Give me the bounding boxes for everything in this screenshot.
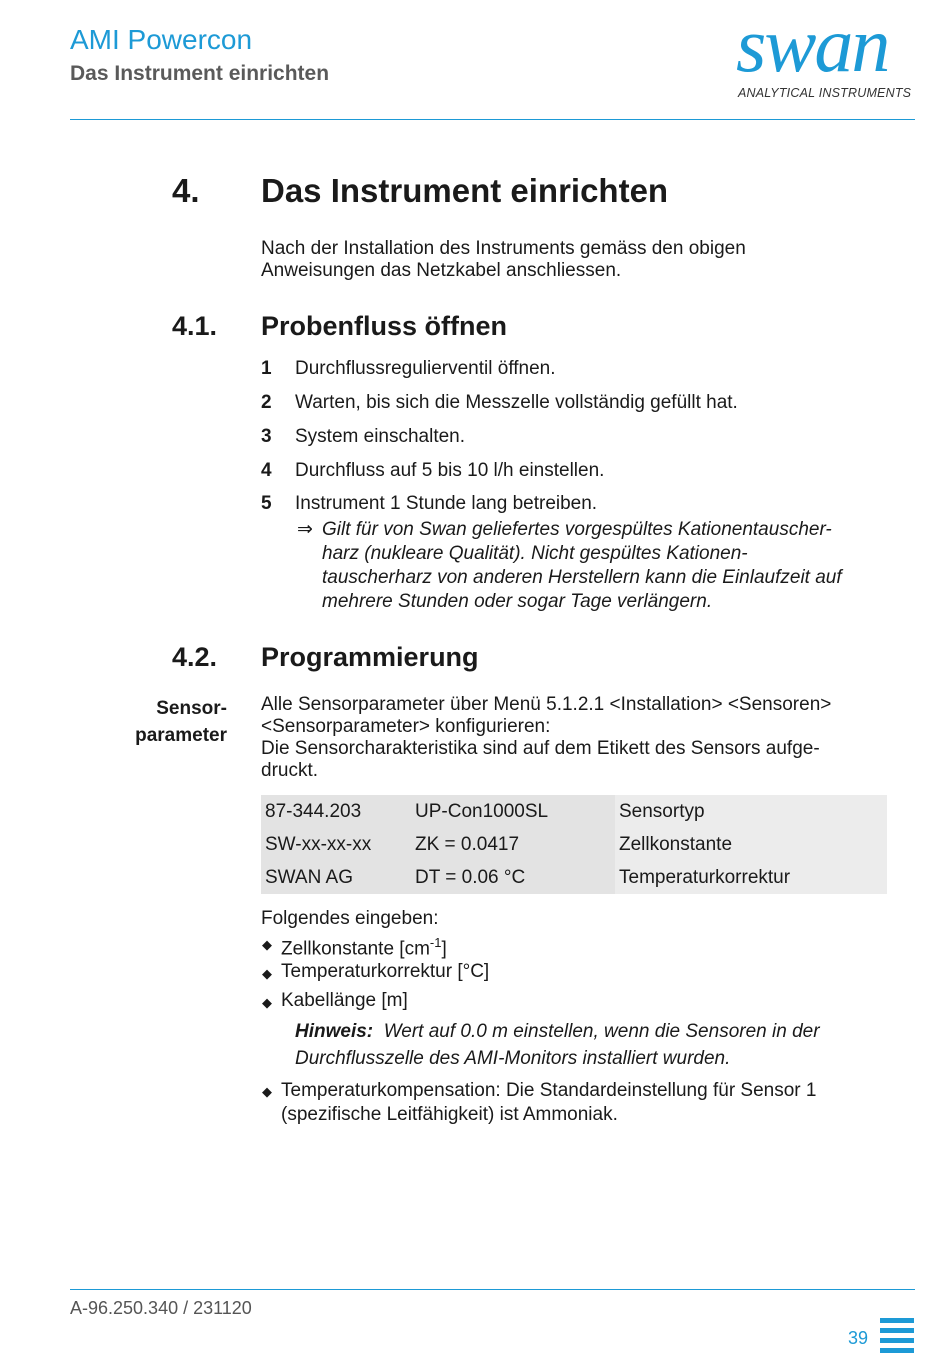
list-item: Kabellänge [m]: [281, 990, 408, 1011]
enter-label: Folgendes eingeben:: [261, 908, 439, 929]
step-text: Instrument 1 Stunde lang betreiben.: [295, 493, 598, 514]
table-row: [261, 828, 887, 861]
table-cell: UP-Con1000SL: [411, 795, 615, 828]
intro-paragraph: Nach der Installation des Instruments gemäss den obigen Anweisungen das Netzkabel anschliessen.: [261, 238, 746, 281]
step-text: Durchfluss auf 5 bis 10 l/h einstellen.: [295, 460, 605, 481]
chapter-header: Das Instrument einrichten: [70, 62, 330, 85]
table-cell: Zellkonstante: [615, 828, 887, 861]
subsection-title: Programmierung: [261, 642, 479, 672]
hint-label: Hinweis:: [295, 1021, 374, 1042]
bullet-icon: ◆: [262, 966, 272, 981]
margin-label: Sensor- parameter: [135, 698, 227, 746]
sensor-label-table: [261, 795, 887, 894]
table-cell: SWAN AG: [261, 861, 411, 894]
page-marker-bar: [880, 1318, 914, 1323]
page-number: 39: [848, 1328, 869, 1348]
subsection-number: 4.1.: [172, 311, 218, 341]
table-cell: SW-xx-xx-xx: [261, 828, 411, 861]
table-cell: DT = 0.06 °C: [411, 861, 615, 894]
step-number: 3: [261, 426, 272, 447]
step-number: 5: [261, 493, 272, 514]
footer-divider: [70, 1289, 915, 1290]
bullet-icon: ◆: [262, 937, 272, 952]
table-cell: Sensortyp: [615, 795, 887, 828]
page-marker-bar: [880, 1348, 914, 1353]
list-item: Temperaturkompensation: Die Standardeinstellung für Sensor 1 (spezifische Leitfähigkeit) ist Ammoniak.: [281, 1080, 817, 1125]
list-item: Temperaturkorrektur [°C]: [281, 961, 490, 982]
sensor-paragraph: Alle Sensorparameter über Menü 5.1.2.1 <Installation> <Sensoren> <Sensorparameter> konfigurieren: Die Sensorcharakteristika sind auf dem Etikett des Sensors aufge- druckt.: [261, 694, 832, 781]
page-marker-bar: [880, 1338, 914, 1343]
section-title: Das Instrument einrichten: [261, 172, 669, 209]
bullet-icon: ◆: [262, 1084, 272, 1099]
header-divider: [70, 119, 915, 120]
table-cell: ZK = 0.0417: [411, 828, 615, 861]
step-number: 4: [261, 460, 272, 481]
table-row: [261, 795, 887, 828]
logo-tagline: ANALYTICAL INSTRUMENTS: [738, 86, 912, 100]
bullet-icon: ◆: [262, 995, 272, 1010]
table-cell: Temperaturkorrektur: [615, 861, 887, 894]
page-marker-bar: [880, 1328, 914, 1333]
product-title: AMI Powercon: [70, 24, 253, 55]
step-text: System einschalten.: [295, 426, 466, 447]
subsection-title: Probenfluss öffnen: [261, 311, 508, 341]
swan-logo: swan: [736, 1, 889, 88]
subsection-number: 4.2.: [172, 642, 218, 672]
section-number: 4.: [172, 172, 200, 209]
step-number: 1: [261, 358, 272, 379]
step-text: Durchflussregulierventil öffnen.: [295, 358, 556, 379]
step-text: Warten, bis sich die Messzelle vollständig gefüllt hat.: [295, 392, 738, 413]
step-number: 2: [261, 392, 272, 413]
result-arrow-icon: ⇒: [297, 519, 313, 540]
hint-note: Hinweis: Wert auf 0.0 m einstellen, wenn die Sensoren in der Durchflusszelle des AMI-Monitors installiert wurden.: [295, 1021, 820, 1069]
step-note: Gilt für von Swan geliefertes vorgespültes Kationentauscher- harz (nukleare Qualität). Nicht gespültes Kationen- tauscherharz von anderen Herstellern kann die Einlaufzeit auf mehrere Stunden oder sogar Tage verlängern.: [322, 519, 842, 612]
table-row: [261, 861, 887, 894]
list-item: Zellkonstante $[cm^{-1}]$: [281, 935, 447, 960]
document-number: A-96.250.340 / 231120: [70, 1298, 252, 1318]
table-cell: 87-344.203: [261, 795, 411, 828]
